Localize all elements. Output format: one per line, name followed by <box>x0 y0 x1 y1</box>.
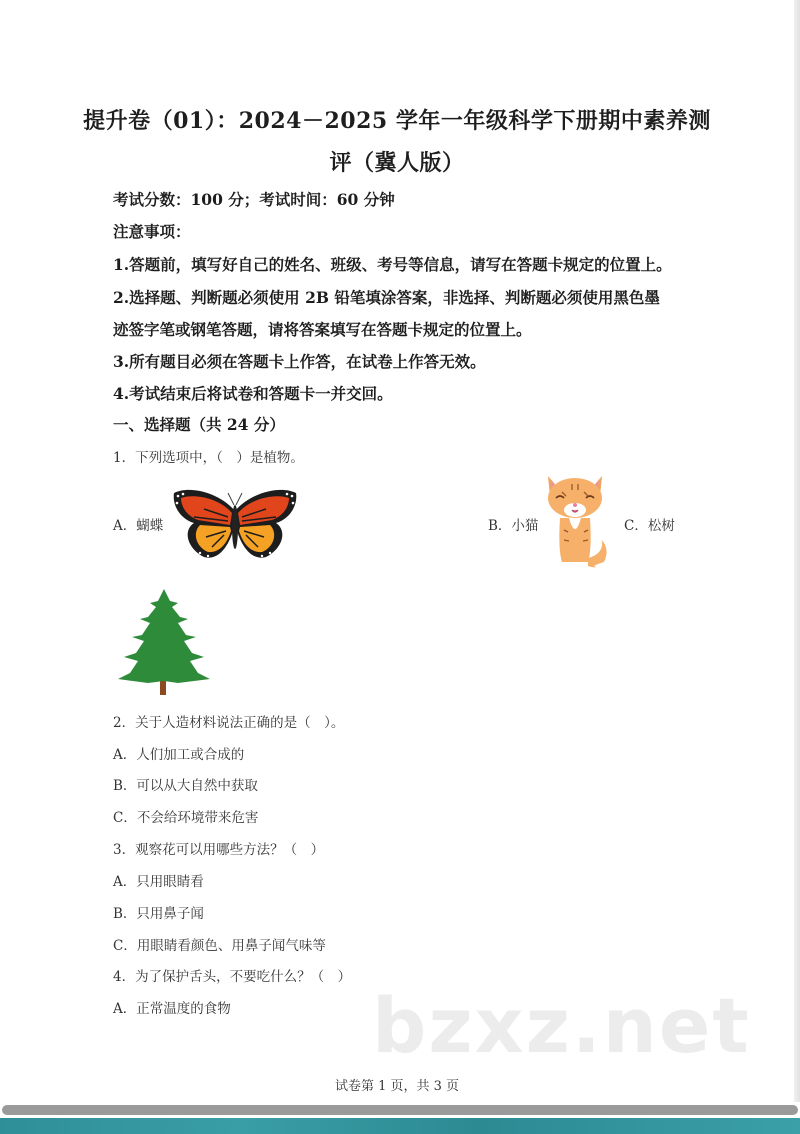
question-2-option-b: B．可以从大自然中获取 <box>113 778 258 794</box>
question-1-option-b: B．小猫 <box>488 518 539 534</box>
question-3-option-b: B．只用鼻子闻 <box>113 906 204 922</box>
butterfly-image <box>170 487 300 561</box>
page-edge-shadow <box>794 0 800 1102</box>
document-title-line-2: 评（冀人版） <box>329 150 465 176</box>
question-3-stem: 3．观察花可以用哪些方法？（ ） <box>113 842 325 858</box>
question-3-option-c: C．用眼睛看颜色、用鼻子闻气味等 <box>113 938 326 954</box>
notice-heading: 注意事项： <box>113 222 191 241</box>
question-2-stem: 2．关于人造材料说法正确的是（ ）。 <box>113 715 345 731</box>
question-3-option-a: A．只用眼睛看 <box>113 874 204 890</box>
question-1-option-c: C．松树 <box>624 518 675 534</box>
notice-2: 2.选择题、判断题必须使用 2B 铅笔填涂答案，非选择、判断题必须使用黑色墨 <box>113 288 660 307</box>
notice-1: 1.答题前，填写好自己的姓名、班级、考号等信息，请写在答题卡规定的位置上。 <box>113 255 672 274</box>
notice-3: 3.所有题目必须在答题卡上作答，在试卷上作答无效。 <box>113 352 486 371</box>
question-4-stem: 4．为了保护舌头，不要吃什么？（ ） <box>113 969 352 985</box>
question-2-option-a: A．人们加工或合成的 <box>113 747 245 763</box>
desktop-background-strip <box>0 1118 800 1134</box>
pine-tree-image <box>118 587 210 697</box>
horizontal-scrollbar[interactable] <box>2 1105 798 1115</box>
question-1-stem: 1．下列选项中，（ ）是植物。 <box>113 450 304 466</box>
notice-2-cont: 迹签字笔或钢笔答题，请将答案填写在答题卡规定的位置上。 <box>113 320 532 339</box>
question-2-option-c: C．不会给环境带来危害 <box>113 810 259 826</box>
document-title-line-1: 提升卷（01）：2024－2025 学年一年级科学下册期中素养测 <box>83 108 711 134</box>
exam-info: 考试分数：100 分；考试时间：60 分钟 <box>113 190 395 209</box>
question-1-option-a: A．蝴蝶 <box>113 518 164 534</box>
page-footer: 试卷第 1 页，共 3 页 <box>334 1079 460 1094</box>
notice-4: 4.考试结束后将试卷和答题卡一并交回。 <box>113 384 393 403</box>
cat-image <box>542 470 614 572</box>
question-4-option-a: A．正常温度的食物 <box>113 1001 231 1017</box>
section-heading: 一、选择题（共 24 分） <box>113 415 285 434</box>
watermark: bzxz.net <box>372 981 751 1070</box>
